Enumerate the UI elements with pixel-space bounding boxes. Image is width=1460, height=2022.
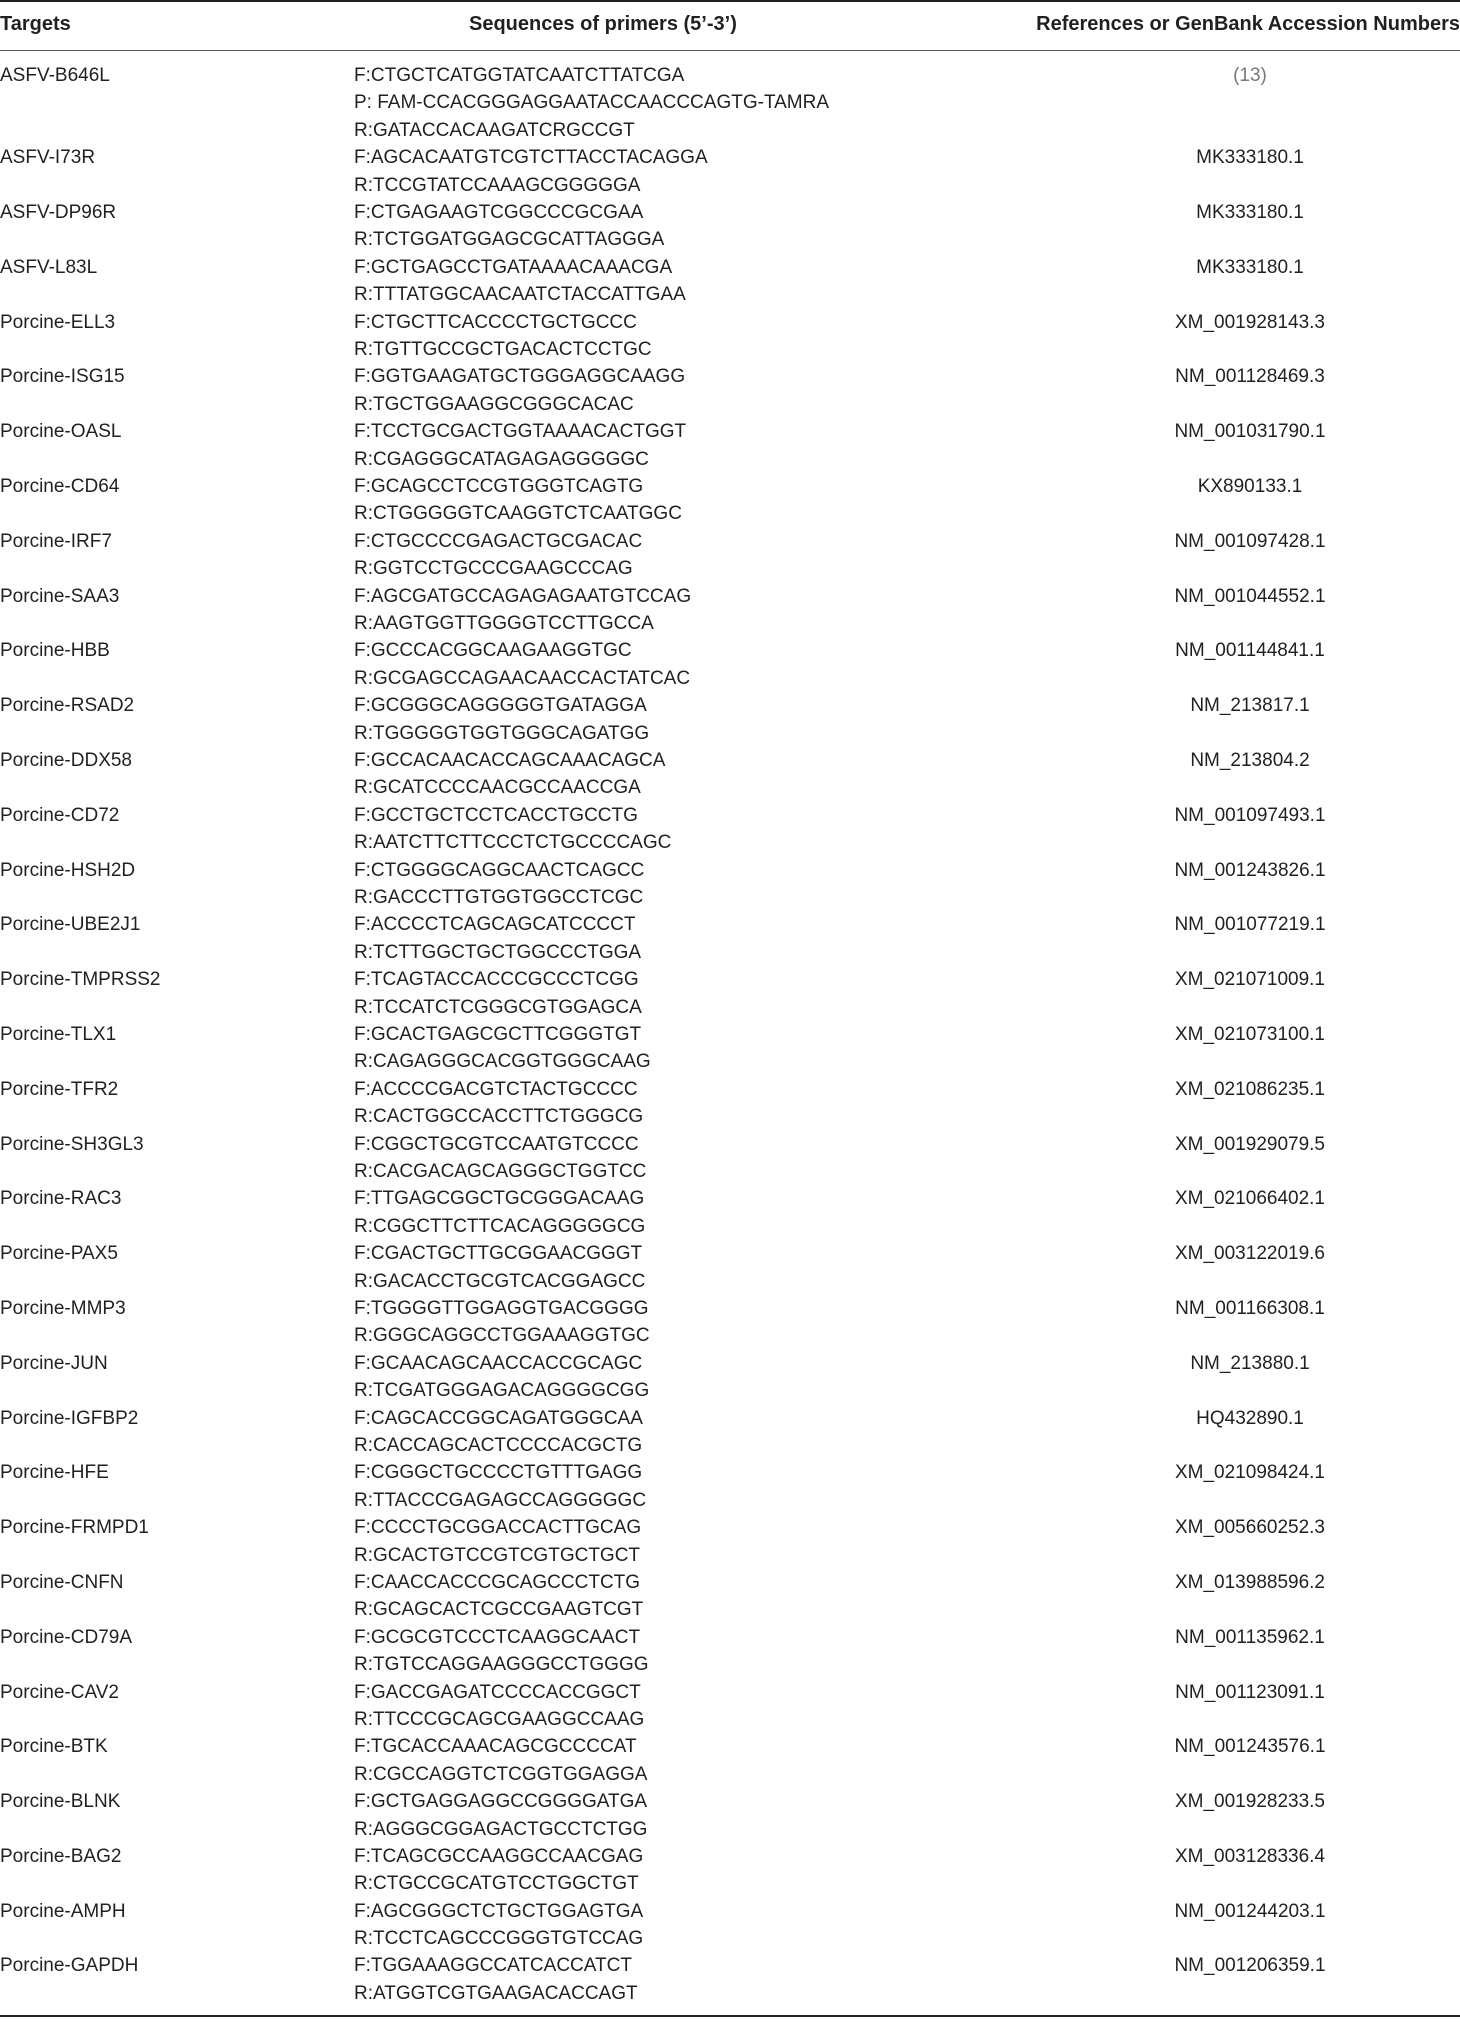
primer-sequence: F:TGGGGTTGGAGGTGACGGGG	[354, 1297, 649, 1319]
header-sequences: Sequences of primers (5’-3’)	[469, 13, 737, 35]
sequence-cell	[354, 309, 652, 364]
sequence-cell	[354, 1240, 645, 1295]
accession-number: XM_001928233.5	[1174, 1791, 1325, 1813]
accession-number: NM_001031790.1	[1174, 421, 1326, 443]
target-cell: Porcine-HSH2D	[0, 859, 136, 881]
primer-sequence: F:CTGCTTCACCCCTGCTGCCC	[354, 311, 637, 333]
sequence-cell	[354, 144, 708, 199]
sequence-cell	[354, 1843, 643, 1898]
primer-sequence: R:AATCTTCTTCCCTCTGCCCCAGC	[354, 832, 672, 854]
table-row	[0, 309, 1460, 364]
target-cell: Porcine-BLNK	[0, 1791, 121, 1813]
accession-number: NM_001166308.1	[1175, 1297, 1325, 1319]
sequence-cell	[354, 363, 685, 418]
primer-sequence: R:TGGGGGTGGTGGGCAGATGG	[354, 722, 650, 744]
target-cell: Porcine-SH3GL3	[0, 1133, 144, 1155]
primer-sequence: R:TTTATGGCAACAATCTACCATTGAA	[354, 284, 686, 306]
table-row	[0, 583, 1460, 638]
table-row	[0, 62, 1460, 144]
primer-sequence: F:GCAACAGCAACCACCGCAGC	[354, 1352, 643, 1374]
primer-sequence: F:GCCCACGGCAAGAAGGTGC	[354, 640, 632, 662]
primer-sequence: F:CTGAGAAGTCGGCCCGCGAA	[354, 201, 644, 223]
target-cell: ASFV-L83L	[0, 256, 98, 278]
primer-sequence: F:GCCACAACACCAGCAAACAGCA	[354, 749, 666, 771]
accession-number: XM_021066402.1	[1174, 1188, 1325, 1210]
primer-sequence: F:GCGGGCAGGGGGTGATAGGA	[354, 695, 647, 717]
table-row	[0, 1459, 1460, 1514]
accession-number: XM_021086235.1	[1174, 1078, 1325, 1100]
primer-sequence: R:TCTGGATGGAGCGCATTAGGGA	[354, 229, 665, 251]
accession-number: NM_001077219.1	[1174, 914, 1326, 936]
sequence-cell	[354, 747, 665, 802]
primer-sequence: F:GCACTGAGCGCTTCGGGTGT	[354, 1023, 642, 1045]
target-cell: Porcine-SAA3	[0, 585, 120, 607]
table-bottom-rule	[0, 2015, 1460, 2017]
table-row	[0, 1952, 1460, 2007]
target-cell: Porcine-BTK	[0, 1736, 108, 1758]
accession-number: NM_001243576.1	[1174, 1736, 1326, 1758]
table-row	[0, 254, 1460, 309]
accession-number: NM_001097493.1	[1174, 804, 1326, 826]
table-row	[0, 1733, 1460, 1788]
target-cell: Porcine-RAC3	[0, 1188, 122, 1210]
primer-sequence: R:GGGCAGGCCTGGAAAGGTGC	[354, 1325, 650, 1347]
table-row	[0, 911, 1460, 966]
primer-sequence: F:CGACTGCTTGCGGAACGGGT	[354, 1243, 643, 1265]
primer-sequence: R:TCTTGGCTGCTGGCCCTGGA	[354, 941, 642, 963]
primer-sequence: R:GACACCTGCGTCACGGAGCC	[354, 1270, 646, 1292]
target-cell: Porcine-CD72	[0, 804, 120, 826]
accession-number: MK333180.1	[1196, 201, 1304, 223]
primer-sequence: F:AGCGATGCCAGAGAGAATGTCCAG	[354, 585, 692, 607]
primer-sequence: F:GCAGCCTCCGTGGGTCAGTG	[354, 475, 644, 497]
table-row	[0, 1295, 1460, 1350]
sequence-cell	[354, 802, 671, 857]
primer-sequence: R:ATGGTCGTGAAGACACCAGT	[354, 1982, 638, 2004]
target-cell: Porcine-RSAD2	[0, 695, 135, 717]
target-cell: ASFV-B646L	[0, 65, 110, 86]
table-row	[0, 1624, 1460, 1679]
accession-number: XM_013988596.2	[1174, 1571, 1325, 1593]
primer-sequence: R:GCACTGTCCGTCGTGCTGCT	[354, 1544, 641, 1566]
target-cell: Porcine-GAPDH	[0, 1955, 139, 1977]
table-body	[0, 62, 1460, 2007]
table-row	[0, 363, 1460, 418]
accession-number: XM_001929079.5	[1174, 1133, 1325, 1155]
primer-sequence: F:AGCGGGCTCTGCTGGAGTGA	[354, 1900, 644, 1922]
sequence-cell	[354, 1788, 647, 1843]
primer-sequence: R:TGTCCAGGAAGGGCCTGGGG	[354, 1654, 649, 1676]
sequence-cell	[354, 911, 641, 966]
primer-sequence: R:TCCTCAGCCCGGGTGTCCAG	[354, 1928, 644, 1950]
sequence-cell	[354, 1898, 643, 1953]
primer-sequence: R:TCCATCTCGGGCGTGGAGCA	[354, 996, 642, 1018]
target-cell: Porcine-JUN	[0, 1352, 108, 1374]
table-row	[0, 1788, 1460, 1843]
primer-sequence: F:TCAGCGCCAAGGCCAACGAG	[354, 1845, 644, 1867]
sequence-cell	[354, 1733, 647, 1788]
primer-sequence: F:ACCCCTCAGCAGCATCCCCT	[354, 914, 636, 936]
target-cell: Porcine-TLX1	[0, 1023, 117, 1045]
sequence-cell	[354, 1021, 651, 1076]
primer-sequence: R:GACCCTTGTGGTGGCCTCGC	[354, 886, 644, 908]
accession-number: NM_001044552.1	[1174, 585, 1326, 607]
table-top-rule	[0, 0, 1460, 2]
primer-sequence: R:TGCTGGAAGGCGGGCACAC	[354, 393, 634, 415]
table-row	[0, 747, 1460, 802]
primer-sequence: R:GCAGCACTCGCCGAAGTCGT	[354, 1599, 644, 1621]
primer-sequence: R:CTGCCGCATGTCCTGGCTGT	[354, 1873, 639, 1895]
sequence-cell	[354, 254, 686, 309]
primer-sequence: F:CCCCTGCGGACCACTTGCAG	[354, 1517, 642, 1539]
table-row	[0, 966, 1460, 1021]
primer-sequence: R:AAGTGGTTGGGGTCCTTGCCA	[354, 612, 654, 634]
primer-sequence: F:GGTGAAGATGCTGGGAGGCAAGG	[354, 366, 686, 388]
reference-link[interactable]: (13)	[1233, 65, 1267, 86]
sequence-cell	[354, 1624, 649, 1679]
sequence-cell	[354, 199, 664, 254]
primer-sequence: F:TGCACCAAACAGCGCCCCAT	[354, 1736, 637, 1758]
table-row	[0, 1076, 1460, 1131]
primer-sequence: F:CGGCTGCGTCCAATGTCCCC	[354, 1133, 639, 1155]
target-cell: Porcine-HBB	[0, 640, 110, 662]
accession-number: XM_003122019.6	[1174, 1243, 1325, 1265]
primer-sequence: F:AGCACAATGTCGTCTTACCTACAGGA	[354, 147, 708, 169]
primer-sequence: R:GCATCCCCAACGCCAACCGA	[354, 777, 641, 799]
sequence-cell	[354, 1679, 644, 1734]
target-cell: Porcine-IRF7	[0, 530, 112, 552]
table-row	[0, 418, 1460, 473]
target-cell: Porcine-ISG15	[0, 366, 125, 388]
sequence-cell	[354, 1459, 646, 1514]
accession-number: XM_001928143.3	[1174, 311, 1325, 333]
primer-sequence: F:ACCCCGACGTCTACTGCCCC	[354, 1078, 638, 1100]
sequence-cell	[354, 966, 642, 1021]
primer-sequence: F:TGGAAAGGCCATCACCATCT	[354, 1955, 632, 1977]
primer-sequence: F:CGGGCTGCCCCTGTTTGAGG	[354, 1462, 643, 1484]
target-cell: Porcine-ELL3	[0, 311, 116, 333]
accession-number: NM_001097428.1	[1174, 530, 1326, 552]
accession-number: KX890133.1	[1197, 475, 1303, 497]
accession-number: NM_001123091.1	[1175, 1681, 1325, 1703]
sequence-cell	[354, 1569, 643, 1624]
table-row	[0, 1240, 1460, 1295]
table-row	[0, 1679, 1460, 1734]
primer-sequence: F:CTGGGGCAGGCAACTCAGCC	[354, 859, 645, 881]
accession-number: XM_021098424.1	[1174, 1462, 1325, 1484]
primer-sequence: F:CTGCTCATGGTATCAATCTTATCGA	[354, 65, 685, 86]
sequence-cell	[354, 62, 829, 144]
sequence-cell	[354, 1295, 650, 1350]
table-row	[0, 1514, 1460, 1569]
accession-number: NM_213880.1	[1190, 1352, 1310, 1374]
accession-number: XM_005660252.3	[1174, 1517, 1325, 1539]
header-rule	[0, 50, 1460, 51]
header-targets: Targets	[0, 13, 71, 35]
table-row	[0, 1185, 1460, 1240]
table-row	[0, 802, 1460, 857]
table-row	[0, 1350, 1460, 1405]
table-row	[0, 1131, 1460, 1186]
primer-sequence: F:GACCGAGATCCCCACCGGCT	[354, 1681, 641, 1703]
table-row	[0, 857, 1460, 912]
sequence-cell	[354, 692, 649, 747]
primer-sequence: R:GATACCACAAGATCRGCCGT	[354, 119, 635, 141]
primer-sequence: R:CGGCTTCTTCACAGGGGGCG	[354, 1215, 646, 1237]
accession-number: MK333180.1	[1196, 147, 1304, 169]
sequence-cell	[354, 1131, 646, 1186]
table-row	[0, 692, 1460, 747]
target-cell: Porcine-CD64	[0, 475, 120, 497]
target-cell: Porcine-DDX58	[0, 749, 132, 771]
target-cell: Porcine-AMPH	[0, 1900, 126, 1922]
accession-number: XM_021073100.1	[1174, 1023, 1325, 1045]
target-cell: Porcine-FRMPD1	[0, 1517, 149, 1539]
table-row	[0, 144, 1460, 199]
table-row	[0, 637, 1460, 692]
primer-sequence: F:GCTGAGCCTGATAAAACAAACGA	[354, 256, 673, 278]
primer-sequence: R:CACTGGCCACCTTCTGGGCG	[354, 1106, 644, 1128]
target-cell: Porcine-UBE2J1	[0, 914, 141, 936]
target-cell: Porcine-TMPRSS2	[0, 969, 161, 991]
sequence-cell	[354, 583, 691, 638]
primer-sequence: F:TCAGTACCACCCGCCCTCGG	[354, 969, 639, 991]
primer-sequence: F:TTGAGCGGCTGCGGGACAAG	[354, 1188, 645, 1210]
primer-sequence: F:GCGCGTCCCTCAAGGCAACT	[354, 1626, 641, 1648]
accession-number: NM_213817.1	[1190, 695, 1310, 717]
accession-number: HQ432890.1	[1196, 1407, 1304, 1429]
target-cell: Porcine-CD79A	[0, 1626, 132, 1648]
accession-number: NM_001243826.1	[1174, 859, 1326, 881]
primer-sequence: R:CAGAGGGCACGGTGGGCAAG	[354, 1051, 651, 1073]
sequence-cell	[354, 1350, 649, 1405]
primer-sequence: P: FAM-CCACGGGAGGAATACCAACCCAGTG-TAMRA	[354, 92, 830, 114]
primer-sequence: R:GGTCCTGCCCGAAGCCCAG	[354, 558, 633, 580]
header-references: References or GenBank Accession Numbers	[1036, 13, 1460, 35]
sequence-cell	[354, 637, 690, 692]
primer-sequence: R:TGTTGCCGCTGACACTCCTGC	[354, 338, 652, 360]
primer-sequence: R:TCCGTATCCAAAGCGGGGGA	[354, 174, 641, 196]
target-cell: Porcine-OASL	[0, 421, 122, 443]
primer-sequence: F:TCCTGCGACTGGTAAAACACTGGT	[354, 421, 687, 443]
accession-number: XM_003128336.4	[1174, 1845, 1325, 1867]
table-row	[0, 528, 1460, 583]
sequence-cell	[354, 418, 686, 473]
sequence-cell	[354, 1076, 643, 1131]
primer-sequence: R:TCGATGGGAGACAGGGGCGG	[354, 1380, 650, 1402]
target-cell: Porcine-IGFBP2	[0, 1407, 139, 1429]
accession-number: NM_001128469.3	[1175, 366, 1325, 388]
sequence-cell	[354, 1185, 645, 1240]
sequence-cell	[354, 1952, 638, 2007]
target-cell: Porcine-CNFN	[0, 1571, 124, 1593]
table-row	[0, 1843, 1460, 1898]
table-row	[0, 1569, 1460, 1624]
accession-number: NM_001135962.1	[1175, 1626, 1325, 1648]
primer-sequence: R:CACCAGCACTCCCCACGCTG	[354, 1434, 643, 1456]
target-cell: Porcine-CAV2	[0, 1681, 119, 1703]
primer-sequence: R:TTCCCGCAGCGAAGGCCAAG	[354, 1708, 645, 1730]
target-cell: Porcine-PAX5	[0, 1243, 118, 1265]
table-row	[0, 1405, 1460, 1460]
primer-sequence: R:AGGGCGGAGACTGCCTCTGG	[354, 1818, 648, 1840]
target-cell: Porcine-MMP3	[0, 1297, 126, 1319]
primer-sequence: F:GCCTGCTCCTCACCTGCCTG	[354, 804, 638, 826]
table-row	[0, 199, 1460, 254]
accession-number: XM_021071009.1	[1174, 969, 1325, 991]
table-row	[0, 1898, 1460, 1953]
target-cell: ASFV-I73R	[0, 147, 96, 169]
primer-sequence: F:CAGCACCGGCAGATGGGCAA	[354, 1407, 643, 1429]
primer-sequence: R:GCGAGCCAGAACAACCACTATCAC	[354, 667, 691, 689]
primer-sequence: F:GCTGAGGAGGCCGGGGATGA	[354, 1791, 648, 1813]
sequence-cell	[354, 528, 642, 583]
table-row	[0, 473, 1460, 528]
target-cell: Porcine-BAG2	[0, 1845, 122, 1867]
primer-sequence: R:TTACCCGAGAGCCAGGGGGC	[354, 1489, 647, 1511]
accession-number: NM_213804.2	[1190, 749, 1310, 771]
accession-number: MK333180.1	[1196, 256, 1304, 278]
sequence-cell	[354, 473, 682, 528]
target-cell: Porcine-HFE	[0, 1462, 109, 1484]
sequence-cell	[354, 1514, 641, 1569]
primer-sequence: R:CGAGGGCATAGAGAGGGGGC	[354, 448, 649, 470]
primer-sequence: F:CAACCACCCGCAGCCCTCTG	[354, 1571, 641, 1593]
accession-number: NM_001244203.1	[1174, 1900, 1326, 1922]
primer-sequence: F:CTGCCCCGAGACTGCGACAC	[354, 530, 643, 552]
table-row	[0, 1021, 1460, 1076]
primer-sequence: R:CTGGGGGTCAAGGTCTCAATGGC	[354, 503, 682, 525]
target-cell: ASFV-DP96R	[0, 201, 117, 223]
accession-number: NM_001144841.1	[1175, 640, 1325, 662]
target-cell: Porcine-TFR2	[0, 1078, 119, 1100]
primer-sequence: R:CACGACAGCAGGGCTGGTCC	[354, 1160, 647, 1182]
primer-sequence: R:CGCCAGGTCTCGGTGGAGGA	[354, 1763, 648, 1785]
sequence-cell	[354, 1405, 643, 1460]
sequence-cell	[354, 857, 644, 912]
accession-number: NM_001206359.1	[1174, 1955, 1326, 1977]
